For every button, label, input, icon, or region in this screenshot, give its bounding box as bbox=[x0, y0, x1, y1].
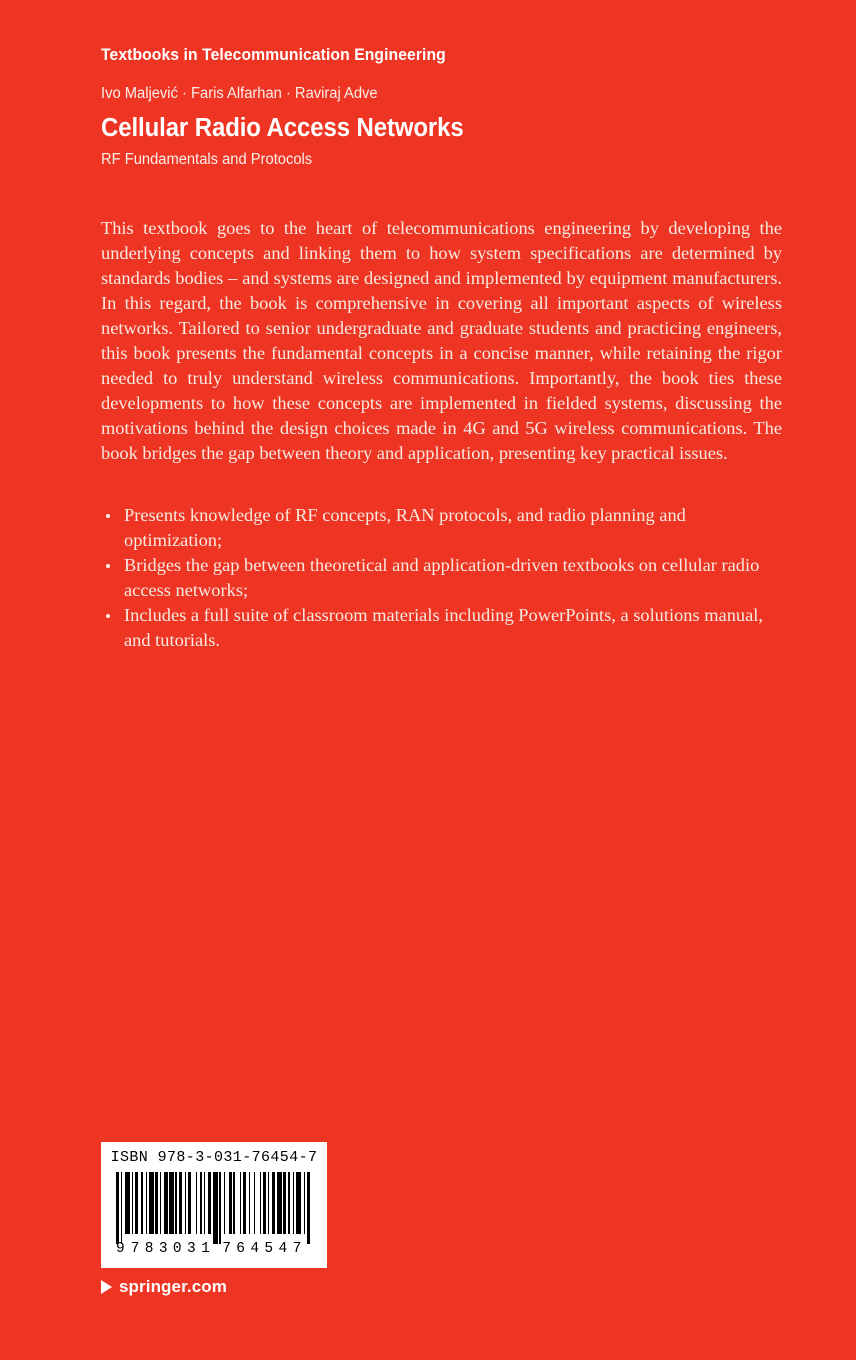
authors-line: Ivo Maljević · Faris Alfarhan · Raviraj Adve bbox=[101, 84, 378, 102]
feature-list bbox=[101, 503, 782, 653]
ean-digit: 8 bbox=[144, 1241, 154, 1257]
blurb-paragraph: This textbook goes to the heart of telecommunications engineering by developing the underlying concepts and linking them to how system specifications are determined by standards bodies – and systems are designed and implemented by equipment manufacturers. In this regard, the book is comprehensive in covering all important aspects of wireless networks. Tailored to senior undergraduate and graduate students and practicing engineers, this book presents the fundamental concepts in a concise manner, while retaining the rigor needed to truly understand wireless communications. Importantly, the book ties these developments to how these concepts are implemented in fielded systems, discussing the motivations behind the design choices made in 4G and 5G wireless communications. The book bridges the gap between theory and application, presenting key practical issues. bbox=[101, 218, 782, 463]
ean-digit: 7 bbox=[222, 1241, 231, 1257]
ean-digit: 4 bbox=[278, 1241, 288, 1257]
ean-digit: 3 bbox=[158, 1241, 168, 1257]
ean-digit: 0 bbox=[172, 1241, 182, 1257]
list-item bbox=[101, 503, 782, 553]
feature-text: Presents knowledge of RF concepts, RAN protocols, and radio planning and optimization; bbox=[124, 505, 686, 550]
list-item bbox=[101, 553, 782, 603]
barcode-bars bbox=[116, 1172, 312, 1234]
ean-digit: 3 bbox=[187, 1241, 196, 1257]
ean-digit: 1 bbox=[201, 1241, 210, 1257]
series-title: Textbooks in Telecommunication Engineering bbox=[101, 46, 446, 64]
feature-text: Bridges the gap between theoretical and application-driven textbooks on cellular radio access networks; bbox=[124, 555, 760, 600]
publisher-name: springer.com bbox=[119, 1277, 227, 1296]
ean-digit: 7 bbox=[130, 1241, 140, 1257]
feature-text: Includes a full suite of classroom materials including PowerPoints, a solutions manual, and tutorials. bbox=[124, 605, 763, 650]
isbn-barcode bbox=[101, 1142, 327, 1268]
list-item bbox=[101, 603, 782, 653]
triangle-play-icon bbox=[101, 1280, 112, 1294]
cover-header bbox=[101, 46, 791, 170]
ean-digit: 7 bbox=[292, 1241, 302, 1257]
ean-lead-digit: 9 bbox=[116, 1241, 125, 1257]
ean-digit: 6 bbox=[236, 1241, 245, 1257]
ean-group-right bbox=[220, 1241, 305, 1257]
ean-digit: 5 bbox=[264, 1241, 274, 1257]
ean-digit: 4 bbox=[250, 1241, 260, 1257]
publisher-logo[interactable] bbox=[101, 1277, 227, 1297]
book-title: Cellular Radio Access Networks bbox=[101, 114, 464, 143]
book-subtitle: RF Fundamentals and Protocols bbox=[101, 151, 313, 169]
isbn-label: ISBN 978-3-031-76454-7 bbox=[110, 1149, 318, 1166]
barcode-bar bbox=[310, 1172, 312, 1244]
ean-group-left bbox=[128, 1241, 213, 1257]
